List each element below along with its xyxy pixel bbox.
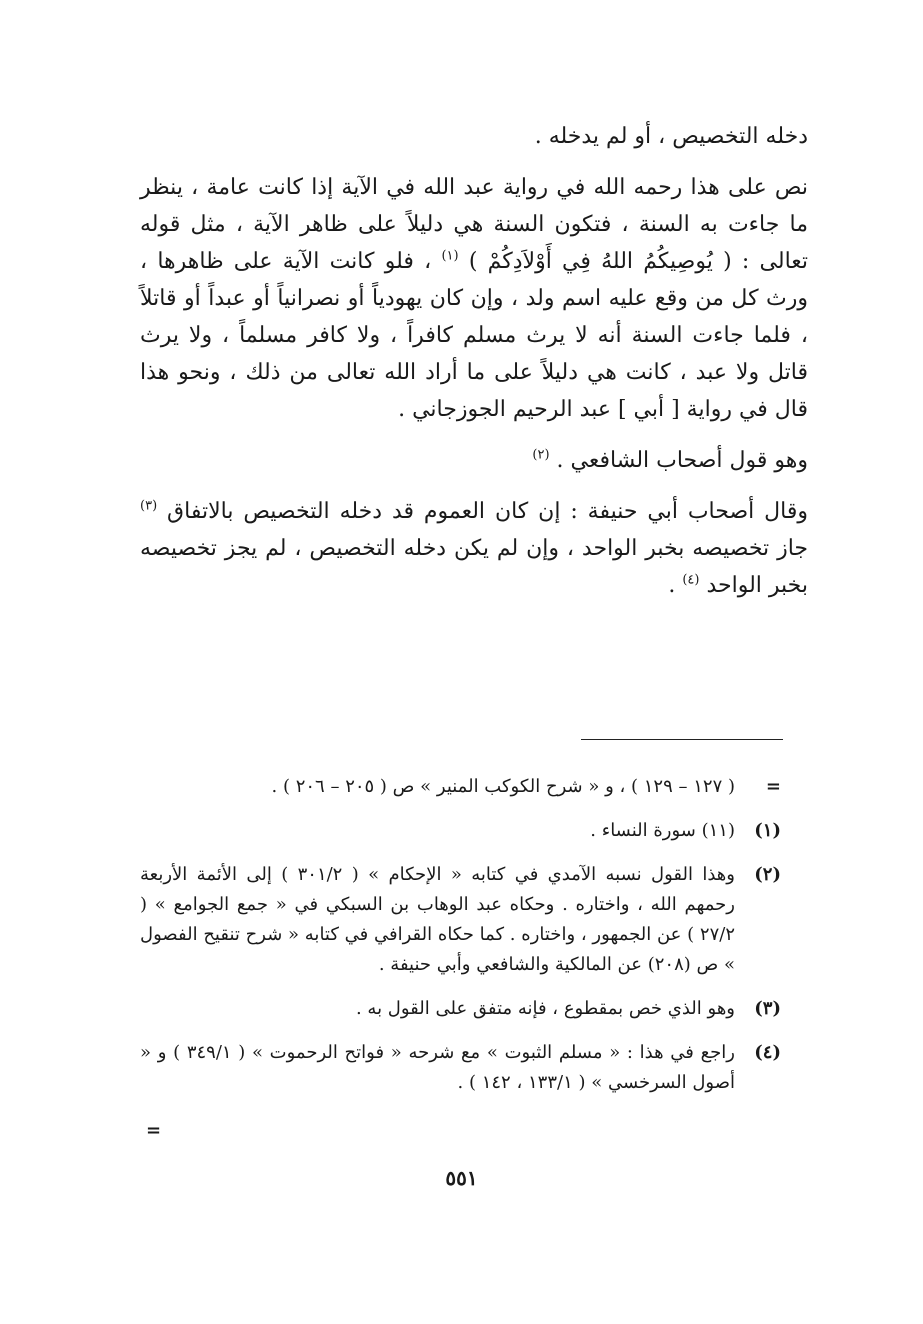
footnote-2 bbox=[140, 860, 781, 980]
continuation-marker: = bbox=[765, 776, 781, 797]
paragraph-riwaya-text-1: نص على هذا رحمه الله في رواية عبد الله في الآية إذا كانت عامة ، ينظر ما جاءت به السنة ، فتكون السنة هي دليلاً على ظاهر الآية ، مثل قوله تعالى : ( يُوصِيكُمُ اللهُ فِي أَوْلاَدِكُمْ ) bbox=[140, 175, 809, 274]
footnote-4 bbox=[140, 1038, 781, 1098]
footnote-ref-2[interactable]: (٢) bbox=[532, 447, 550, 463]
footnote-1-label[interactable]: (١) bbox=[754, 820, 781, 841]
page-number: ٥٥١ bbox=[445, 1166, 478, 1190]
paragraph-riwaya bbox=[140, 169, 808, 428]
footnote-ref-3[interactable]: (٣) bbox=[140, 498, 158, 514]
opening-line-text: دخله التخصيص ، أو لم يدخله . bbox=[534, 124, 808, 149]
footnote-3-text: وهو الذي خص بمقطوع ، فإنه متفق على القول به . bbox=[355, 998, 735, 1019]
paragraph-hanafi bbox=[140, 493, 808, 604]
footnote-4-text: راجع في هذا : « مسلم الثبوت » مع شرحه « فواتح الرحموت » ( ٣٤٩/١ ) و « أصول السرخسي » ( ١٣٣/١ ، ١٤٢ ) . bbox=[140, 1042, 735, 1093]
footnote-1 bbox=[140, 816, 781, 846]
footnote-ref-1[interactable]: (١) bbox=[441, 248, 459, 264]
footnote-continues-marker: = bbox=[146, 1120, 162, 1141]
footnote-1-text: (١١) سورة النساء . bbox=[590, 820, 735, 841]
footnote-2-label[interactable]: (٢) bbox=[754, 864, 781, 885]
paragraph-shafii bbox=[140, 442, 808, 479]
footnote-3-label[interactable]: (٣) bbox=[754, 998, 781, 1019]
paragraph-hanafi-text-1: وقال أصحاب أبي حنيفة : إن كان العموم قد دخله التخصيص بالاتفاق bbox=[167, 499, 808, 524]
paragraph-hanafi-text-2: جاز تخصيصه بخبر الواحد ، وإن لم يكن دخله التخصيص ، لم يجز تخصيصه بخبر الواحد bbox=[140, 536, 808, 598]
footnotes bbox=[140, 772, 781, 1112]
footnote-3 bbox=[140, 994, 781, 1024]
footnote-continuation bbox=[140, 772, 781, 802]
footnote-separator bbox=[581, 739, 783, 740]
paragraph-hanafi-text-3: . bbox=[668, 573, 676, 598]
footnote-2-text: وهذا القول نسبه الآمدي في كتابه « الإحكام » ( ٣٠١/٢ ) إلى الأئمة الأربعة رحمهم الله ، واختاره . وحكاه عبد الوهاب بن السبكي في « جمع الجوامع » ( ٢٧/٢ ) عن الجمهور ، واختاره . كما حكاه القرافي في كتابه « شرح تنقيح الفصول » ص (٢٠٨) عن المالكية والشافعي وأبي حنيفة . bbox=[140, 864, 735, 975]
footnote-4-label[interactable]: (٤) bbox=[754, 1042, 781, 1063]
main-text bbox=[140, 118, 808, 618]
opening-line bbox=[140, 118, 808, 155]
paragraph-shafii-text: وهو قول أصحاب الشافعي . bbox=[556, 448, 808, 473]
continuation-text: ( ١٢٧ – ١٢٩ ) ، و « شرح الكوكب المنير » ص ( ٢٠٥ – ٢٠٦ ) . bbox=[271, 776, 735, 797]
footnote-ref-4[interactable]: (٤) bbox=[682, 572, 700, 588]
paragraph-riwaya-text-2: ، فلو كانت الآية على ظاهرها ، ورث كل من وقع عليه اسم ولد ، وإن كان يهودياً أو نصرانياً أو عبداً أو قاتلاً ، فلما جاءت السنة أنه لا يرث مسلم كافراً ، ولا كافر مسلماً ، ولا يرث قاتل ولا عبد ، كانت هي دليلاً على ما أراد الله تعالى من ذلك ، ونحو هذا قال في رواية [ أبي ] عبد الرحيم الجوزجاني . bbox=[140, 249, 808, 422]
